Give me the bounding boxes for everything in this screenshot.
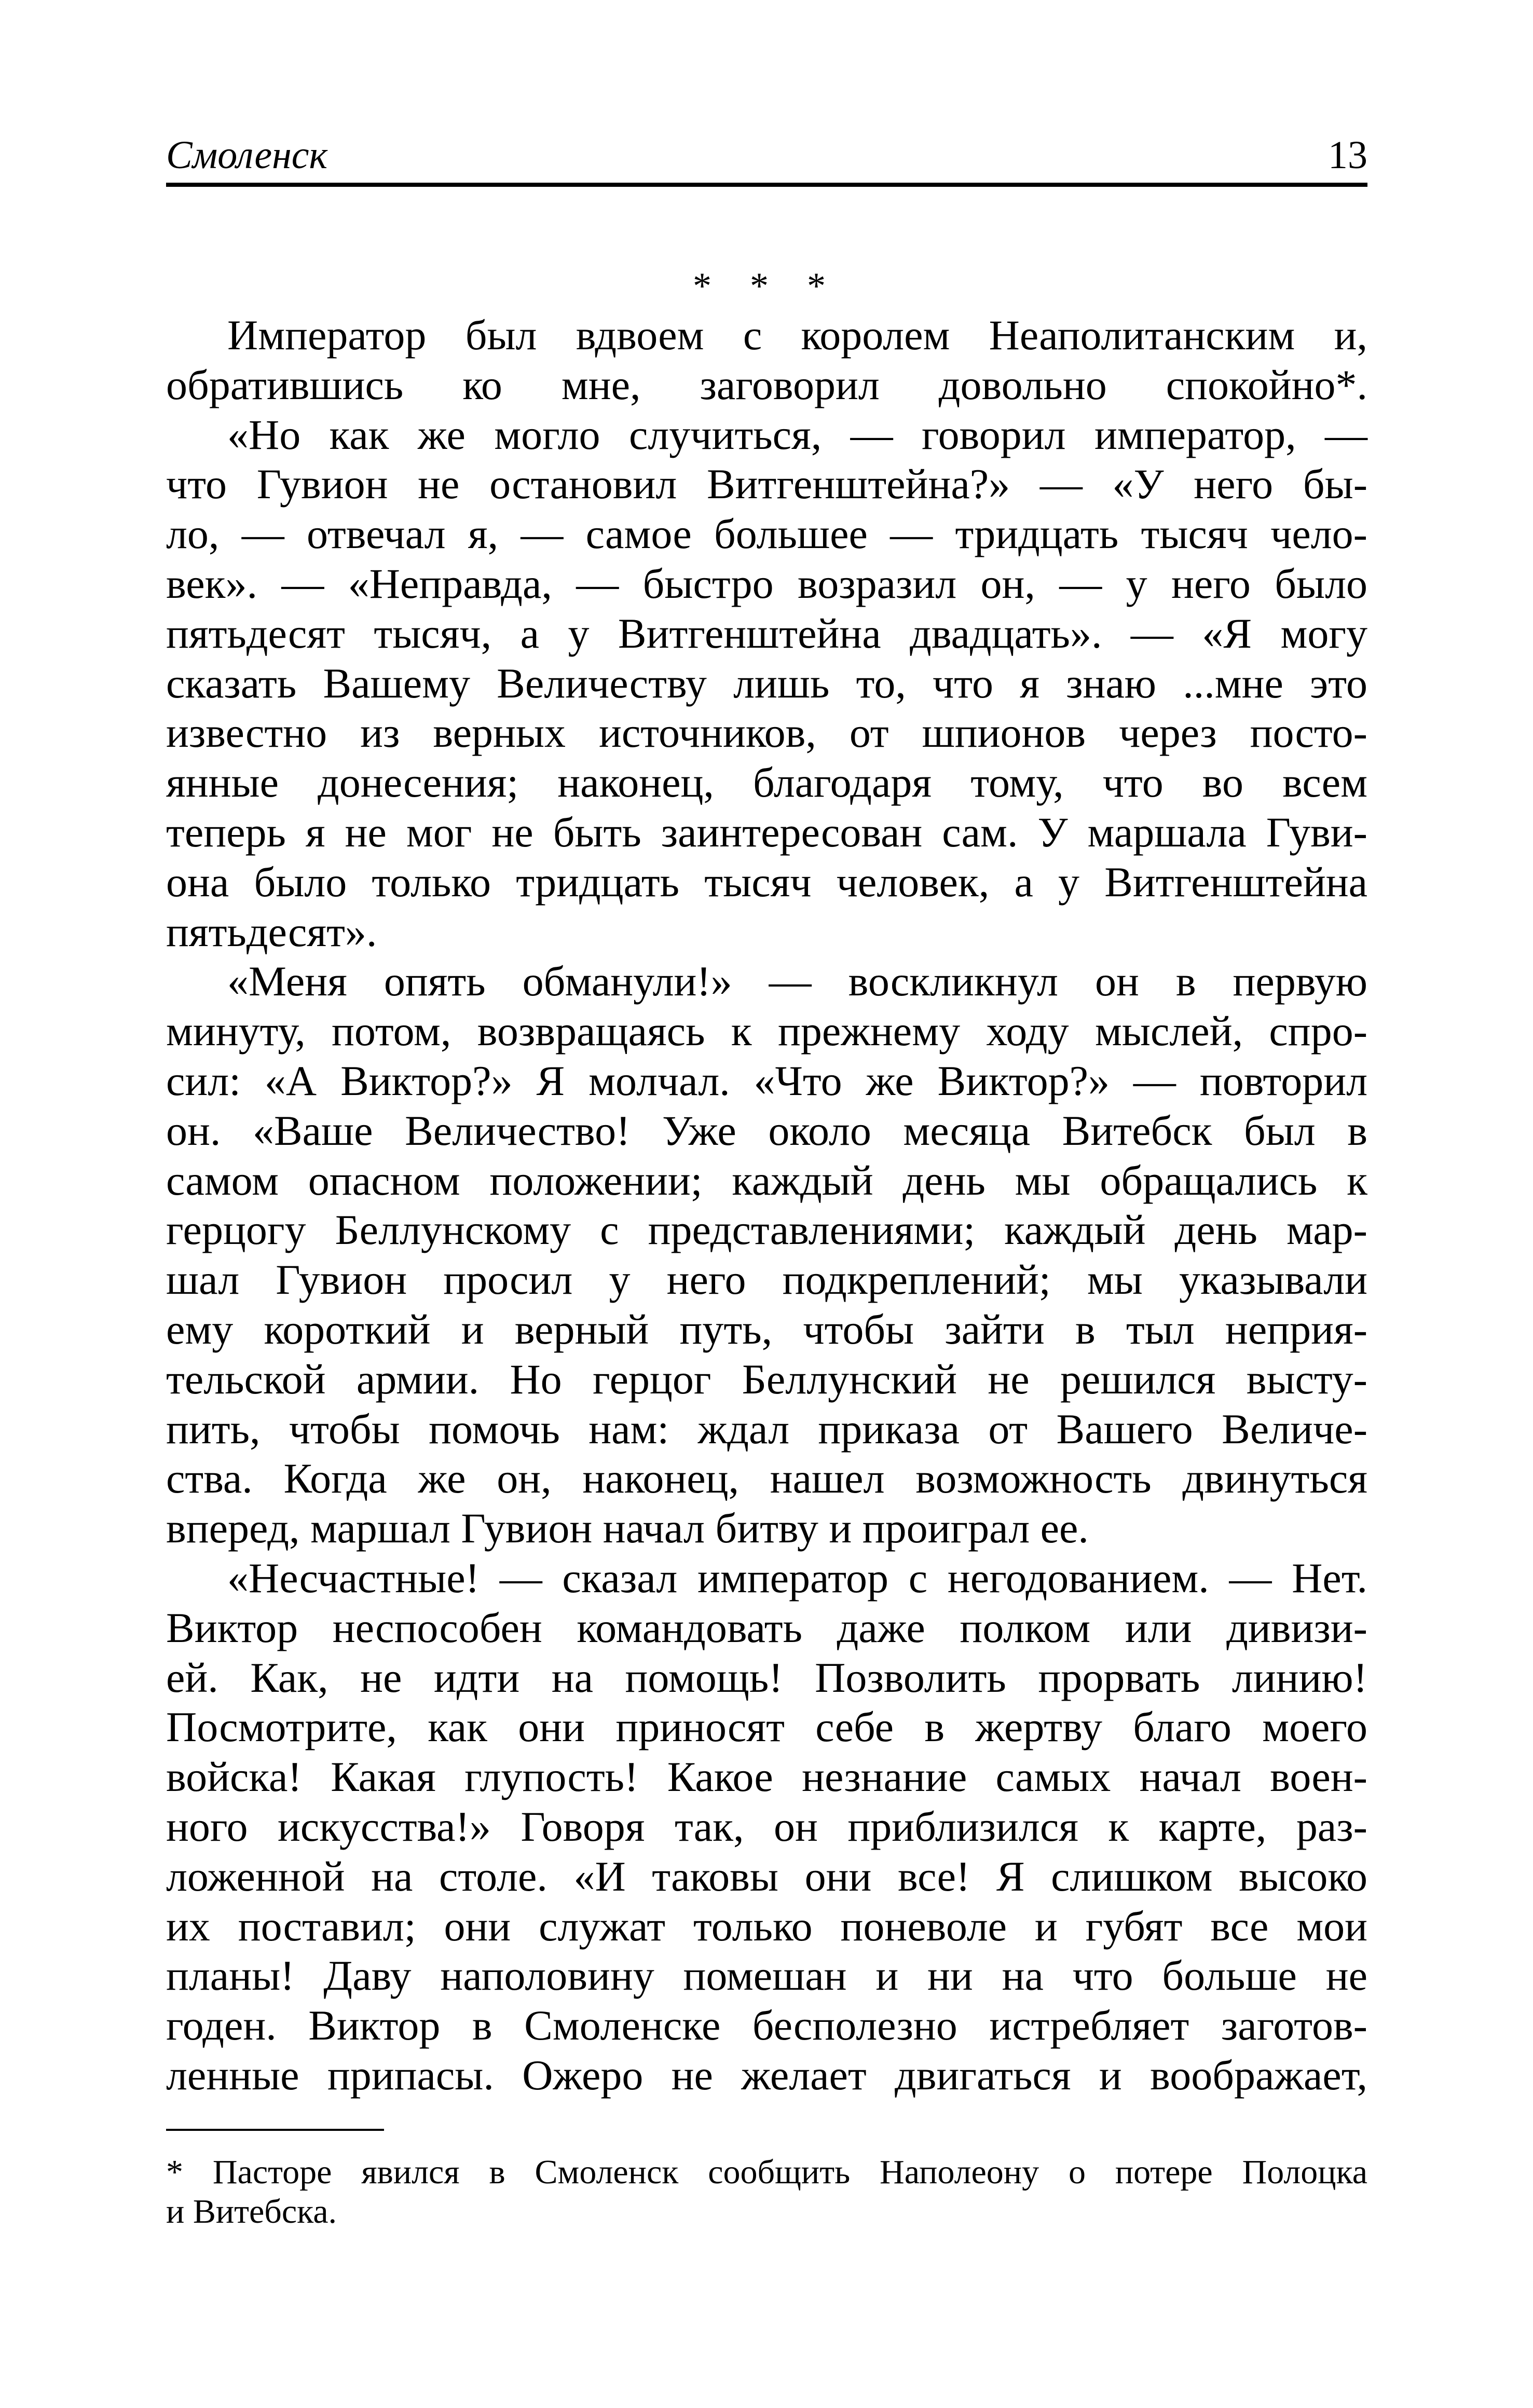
text-line: обратившись ко мне, заговорил довольно спокойно*.: [166, 361, 1367, 408]
text-line: пятьдесят тысяч, а у Витгенштейна двадцать». — «Я могу: [166, 609, 1367, 657]
text-line: планы! Даву наполовину помешан и ни на что больше не: [166, 1952, 1367, 2000]
header-rule: [166, 183, 1367, 187]
footnote-line: и Витебска.: [166, 2193, 337, 2231]
text-line: вперед, маршал Гувион начал битву и проиграл ее.: [166, 1504, 1089, 1552]
text-line: ложенной на столе. «И таковы они все! Я слишком высоко: [166, 1852, 1367, 1900]
text-line: «Несчастные! — сказал император с негодованием. — Нет.: [227, 1554, 1367, 1602]
text-line: Посмотрите, как они приносят себе в жертву благо моего: [166, 1703, 1367, 1751]
text-line: «Меня опять обманули!» — воскликнул он в первую: [227, 957, 1367, 1005]
text-line: ему короткий и верный путь, чтобы зайти в тыл неприя-: [166, 1305, 1367, 1353]
text-line: шал Гувион просил у него подкреплений; мы указывали: [166, 1256, 1367, 1304]
text-line: годен. Виктор в Смоленске бесполезно истребляет заготов-: [166, 2002, 1367, 2049]
text-line: ного искусства!» Говоря так, он приблизился к карте, раз-: [166, 1802, 1367, 1850]
text-line: теперь я не мог не быть заинтересован сам. У маршала Гуви-: [166, 808, 1367, 856]
text-line: ленные припасы. Ожеро не желает двигаться и воображает,: [166, 2051, 1367, 2099]
text-line: ло, — отвечал я, — самое большее — тридцать тысяч чело-: [166, 510, 1367, 558]
text-line: янные донесения; наконец, благодаря тому, что во всем: [166, 759, 1367, 806]
body-text: [166, 310, 1367, 2100]
text-line: войска! Какая глупость! Какое незнание самых начал воен-: [166, 1753, 1367, 1801]
footnote-rule: [166, 2129, 384, 2131]
page-header: [166, 132, 1367, 179]
text-line: Виктор неспособен командовать даже полком или дивизи-: [166, 1604, 1367, 1651]
text-line: сказать Вашему Величеству лишь то, что я знаю ...мне это: [166, 659, 1367, 707]
text-line: герцогу Беллунскому с представлениями; каждый день мар-: [166, 1206, 1367, 1254]
text-line: век». — «Неправда, — быстро возразил он, — у него было: [166, 559, 1367, 607]
text-line: тельской армии. Но герцог Беллунский не решился высту-: [166, 1355, 1367, 1403]
text-line: минуту, потом, возвращаясь к прежнему ходу мыслей, спро-: [166, 1007, 1367, 1055]
text-line: Император был вдвоем с королем Неаполитанским и,: [227, 311, 1367, 359]
text-line: известно из верных источников, от шпионов через посто-: [166, 709, 1367, 757]
text-line: сил: «А Виктор?» Я молчал. «Что же Виктор?» — повторил: [166, 1057, 1367, 1104]
text-line: самом опасном положении; каждый день мы обращались к: [166, 1156, 1367, 1204]
text-line: он. «Ваше Величество! Уже около месяца Витебск был в: [166, 1106, 1367, 1154]
footnote: [166, 2153, 1367, 2232]
text-line: пить, чтобы помочь нам: ждал приказа от Вашего Величе-: [166, 1405, 1367, 1453]
text-line: ства. Когда же он, наконец, нашел возможность двинуться: [166, 1455, 1367, 1502]
page-number: 13: [1328, 133, 1367, 177]
text-line: пятьдесят».: [166, 908, 377, 955]
section-separator: * * *: [693, 265, 840, 307]
text-line: их поставил; они служат только поневоле и губят все мои: [166, 1902, 1367, 1950]
text-line: ей. Как, не идти на помощь! Позволить прорвать линию!: [166, 1653, 1367, 1701]
text-line: что Гувион не остановил Витгенштейна?» — «У него бы-: [166, 460, 1367, 508]
text-line: она было только тридцать тысяч человек, а у Витгенштейна: [166, 858, 1367, 906]
footnote-line: * Пасторе явился в Смоленск сообщить Наполеону о потере Полоцка: [166, 2153, 1367, 2191]
text-line: «Но как же могло случиться, — говорил император, —: [227, 411, 1367, 458]
running-title: Смоленск: [166, 133, 328, 177]
